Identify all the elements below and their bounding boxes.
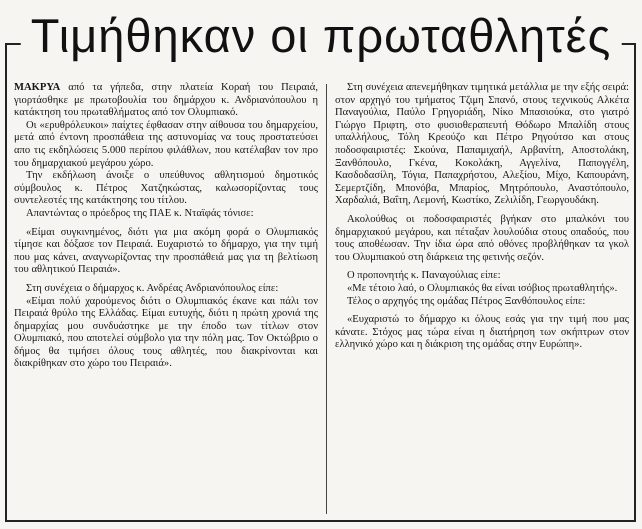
paragraph-president-intro: Απαντώντας ο πρόεδρος της ΠΑΕ κ. Νταϊφάς τόνισε:: [26, 207, 254, 219]
quote-captain: «Ευχαριστώ το δήμαρχο κι όλους εσάς για την τιμή που μας κάνατε. Στόχος μας τώρα είναι η διατήρηση των σκήπτρων στον ελληνικό χώρο και η διάκριση της ομάδας στην Ευρώπη».: [335, 314, 629, 351]
column-divider: [326, 84, 327, 514]
right-column: [335, 82, 629, 352]
paragraph-intro-text: από τα γήπεδα, στην πλατεία Κοραή του Πειραιά, γιορτάσθηκε με πρωτοβουλία του δημάρχου κ. Ανδριανόπουλου η κατάκτηση του πρωταθλήματος από τον Ολυμπιακό.: [14, 82, 318, 119]
quote-coach: «Με τέτοιο λαό, ο Ολυμπιακός θα είναι ισόβιος πρωταθλητής».: [347, 282, 618, 294]
quote-mayor: «Είμαι πολύ χαρούμενος διότι ο Ολυμπιακός έκανε και πάλι τον Πειραιά θρύλο της Ελλάδας. Είμαι ευτυχής, διότι η πρώτη χρονιά της δημαρχίας μου συνδυάστηκε με την έποδο των τίτλων στον Ολυμπιακό, που αποτελεί σύμβολο για την πόλη μας. Τον Οκτώβριο ο δήμος θα τιμήσει όλους τους αθλητές, που διακρίνονται και διακρίθηκαν στο χώρο του Πειραιά».: [14, 295, 318, 370]
paragraph-balcony: Ακολούθως οι ποδοσφαιριστές βγήκαν στο μπαλκόνι του δημαρχιακού μεγάρου, και πέταξαν λουλούδια στους οπαδούς, που τους αποθέωσαν. Την ίδια ώρα από οθόνες προβλήθηκαν τα γκολ του Ολυμπιακού στη διάρκεια της φετινής σεζόν.: [335, 213, 629, 263]
lead-word: ΜΑΚΡΥΑ: [14, 82, 61, 93]
headline-area: [0, 8, 642, 68]
paragraph-opening: Την εκδήλωση άνοιξε ο υπεύθυνος αθλητισμού δημοτικός σύμβουλος κ. Πέτρος Χατζηκώστας, καλωσορίζοντας τους συντελεστές της κατάκτησης του τίτλου.: [14, 170, 318, 207]
paragraph-captain-intro: Τέλος ο αρχηγός της ομάδας Πέτρος Ξανθόπουλος είπε:: [347, 295, 586, 307]
paragraph-players-arrival: Οι «ερυθρόλευκοι» παίχτες έφθασαν στην αίθουσα του δημαρχείου, μετά από έντονη προσπάθεια της αστυνομίας να τους προστατεύσει απο τις εκδηλώσεις 5.000 περίπου φιλάθλων, που κατέλαβαν τον προ του δημαρχιακού μεγάρου χώρο.: [14, 119, 318, 169]
quote-president: «Είμαι συγκινημένος, διότι για μια ακόμη φορά ο Ολυμπιακός τίμησε και δόξασε τον Πειραιά. Ευχαριστώ το δήμαρχο, για την τιμή που μας κάνει, αναγνωρίζοντας την προσπάθειά μας για τη βελτίωση του αθλητικού Πειραιά».: [14, 226, 318, 276]
paragraph-medals: Στη συνέχεια απενεμήθηκαν τιμητικά μετάλλια με την εξής σειρά: στον αρχηγό του τμήματος Τζιμη Σπανό, στους τεχνικούς Αλκέτα Παναγούλια, Παύλο Γρηγοριάδη, Νίκο Μπασιούκα, στο γιατρό Γιώργο Πριφτη, στο φυσιοθεραπευτή Θόδωρο Μπαλίδη στους υπαλλήλους, Τόλη Κρεούζο και Πέτρο Ρηγούτσο και στους ποδοσφαιριστές: Σκούνα, Παπαμιχαήλ, Αρβανίτη, Αποστολάκη, Ξανθόπουλο, Γκένα, Κοκολάκη, Αγγελίνα, Παπογγέλη, Κασδοδασίλη, Τόγια, Παπαχρήστου, Αλεξίου, Μίχο, Καπουράνη, Σεμερτζίδη, Μπονόβα, Μπαρίος, Μητρόπουλο, Αναστόπουλο, Χαρδαλιά, Βαΐτη, Λεμονή, Κωστίκο, Ζελιλίδη, Γεωργουδάκη.: [335, 82, 629, 207]
paragraph-coach-intro: Ο προπονητής κ. Παναγούλιας είπε:: [347, 270, 501, 282]
headline: Τιμήθηκαν οι πρωταθλητές: [21, 8, 622, 64]
left-column: [14, 82, 318, 371]
paragraph-intro: [14, 82, 318, 120]
paragraph-mayor-intro: Στη συνέχεια ο δήμαρχος κ. Ανδρέας Ανδριανόπουλος είπε:: [26, 282, 279, 294]
